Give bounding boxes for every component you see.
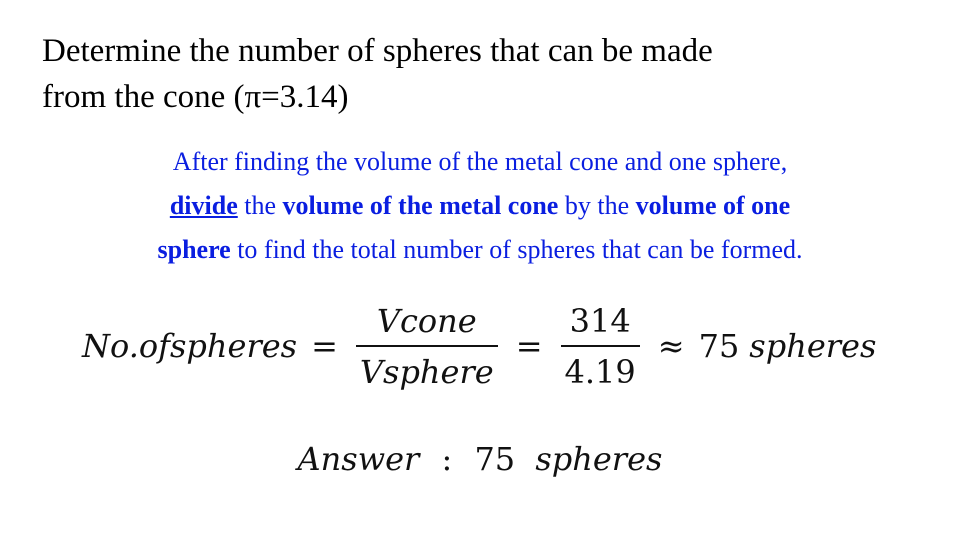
explanation-line-2 — [30, 184, 930, 228]
explanation-text — [30, 140, 930, 272]
problem-title — [42, 28, 922, 120]
answer-number: 75 — [474, 440, 516, 478]
equation-lhs: No.ofspheres — [82, 327, 298, 365]
fraction-denominator-419: 4.19 — [564, 352, 636, 391]
answer-unit: spheres — [535, 440, 663, 478]
fraction-bar-2 — [561, 345, 640, 347]
result-number: 75 — [698, 327, 740, 365]
fraction-numerator-314: 314 — [569, 301, 631, 340]
fraction-bar-1 — [356, 345, 498, 347]
result-unit: spheres — [749, 327, 877, 365]
explanation-line-1: After finding the volume of the metal cone and one sphere, — [172, 147, 788, 176]
answer-colon: : — [441, 440, 453, 478]
explanation-rest: to find the total number of spheres that can be formed. — [230, 235, 803, 264]
equals-sign-2: = — [515, 327, 543, 365]
answer-line — [0, 440, 960, 478]
equals-sign-1: = — [311, 327, 338, 365]
numeric-fraction — [561, 300, 640, 393]
volume-fraction — [356, 300, 498, 393]
divide-keyword: divide — [169, 191, 238, 220]
explanation-by-the: by the — [558, 191, 636, 220]
title-line-1: Determine the number of spheres that can be made — [42, 33, 713, 69]
approx-sign: ≈ — [657, 327, 685, 365]
division-equation — [82, 296, 876, 396]
volume-cone-phrase: volume of the metal cone — [282, 191, 559, 220]
fraction-numerator-vcone: Vcone — [376, 301, 477, 340]
title-line-2: from the cone (π=3.14) — [42, 79, 349, 115]
explanation-line-3 — [30, 228, 930, 272]
fraction-denominator-vsphere: Vsphere — [359, 352, 494, 391]
sphere-phrase: sphere — [157, 235, 231, 264]
volume-one-phrase: volume of one — [635, 191, 791, 220]
answer-label: Answer — [297, 440, 420, 478]
explanation-the: the — [237, 191, 283, 220]
